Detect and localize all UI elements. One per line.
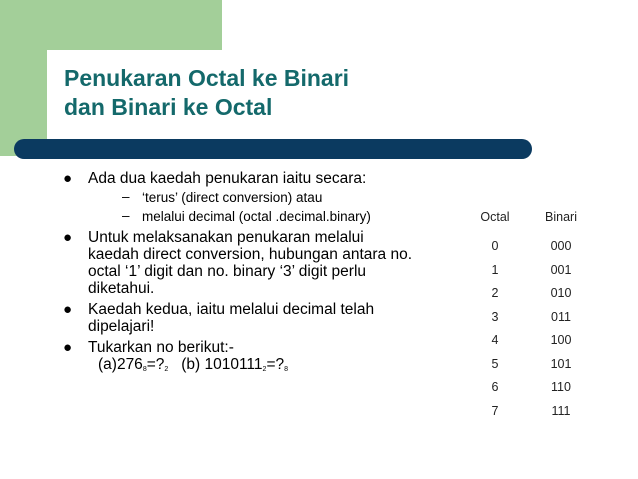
expr-a-equals: =? xyxy=(146,356,165,373)
bullet-item xyxy=(62,301,412,335)
title-line-1: Penukaran Octal ke Binari xyxy=(64,65,350,91)
cell-binari: 010 xyxy=(550,286,572,300)
bullet-item xyxy=(62,229,412,297)
bullet-text: Ada dua kaedah penukaran iaitu secara: xyxy=(88,170,367,187)
slide-title xyxy=(64,64,349,122)
expr-b-base: 2 xyxy=(262,366,267,373)
bullet-list xyxy=(62,170,412,382)
bullet-item xyxy=(62,170,412,225)
cell-octal: 4 xyxy=(491,333,499,347)
cell-octal: 5 xyxy=(491,357,499,371)
bullet-dot-icon: ● xyxy=(63,170,73,187)
bullet-dot-icon: ● xyxy=(63,339,73,356)
bullet-text: Tukarkan no berikut:- xyxy=(88,339,234,356)
cell-octal: 7 xyxy=(491,404,499,418)
header-octal: Octal xyxy=(480,210,510,224)
cell-octal: 6 xyxy=(491,380,499,394)
table-row xyxy=(470,263,610,278)
cell-octal: 2 xyxy=(491,286,499,300)
table-row xyxy=(470,404,610,419)
expr-a-number: (a)276 xyxy=(98,356,143,373)
bullet-dot-icon: ● xyxy=(63,301,73,318)
cell-binari: 000 xyxy=(550,239,572,253)
expr-b-number: (b) 1010111 xyxy=(181,356,263,373)
cell-binari: 101 xyxy=(550,357,572,371)
cell-binari: 011 xyxy=(551,310,571,324)
sub-bullet-text: ‘terus’ (direct conversion) atau xyxy=(142,190,323,205)
table-row xyxy=(470,310,610,325)
cell-binari: 110 xyxy=(551,380,571,394)
title-divider-bar xyxy=(14,139,532,159)
expr-a-target-base: 2 xyxy=(164,366,169,373)
cell-octal: 0 xyxy=(491,239,499,253)
bullet-dot-icon: ● xyxy=(63,229,73,246)
table-row xyxy=(470,333,610,348)
cell-octal: 3 xyxy=(491,310,499,324)
conversion-expression xyxy=(88,356,288,373)
table-row xyxy=(470,380,610,395)
table-row xyxy=(470,286,610,301)
title-line-2: dan Binari ke Octal xyxy=(64,94,273,120)
dash-icon: – xyxy=(122,189,130,204)
cell-binari: 001 xyxy=(550,263,572,277)
cell-binari: 111 xyxy=(551,404,571,418)
bullet-text: Untuk melaksanakan penukaran melalui kaedah direct conversion, hubungan antara no. octal ‘1’ digit dan no. binary ‘3’ digit perlu diketahui. xyxy=(88,229,413,297)
cell-binari: 100 xyxy=(550,333,572,347)
sub-bullet-item xyxy=(88,190,412,206)
expr-b-equals: =? xyxy=(266,356,285,373)
table-row xyxy=(470,239,610,254)
cell-octal: 1 xyxy=(491,263,499,277)
expr-a-base: 8 xyxy=(142,366,147,373)
dash-icon: – xyxy=(122,208,130,223)
sub-bullet-item xyxy=(88,209,412,225)
bullet-item xyxy=(62,339,412,378)
table-row xyxy=(470,357,610,372)
bullet-text: Kaedah kedua, iaitu melalui decimal telah dipelajari! xyxy=(88,301,375,335)
expr-b-target-base: 8 xyxy=(284,366,289,373)
table-header-row xyxy=(470,210,610,225)
header-binari: Binari xyxy=(545,210,577,224)
sub-bullet-text: melalui decimal (octal .decimal.binary) xyxy=(142,209,371,224)
